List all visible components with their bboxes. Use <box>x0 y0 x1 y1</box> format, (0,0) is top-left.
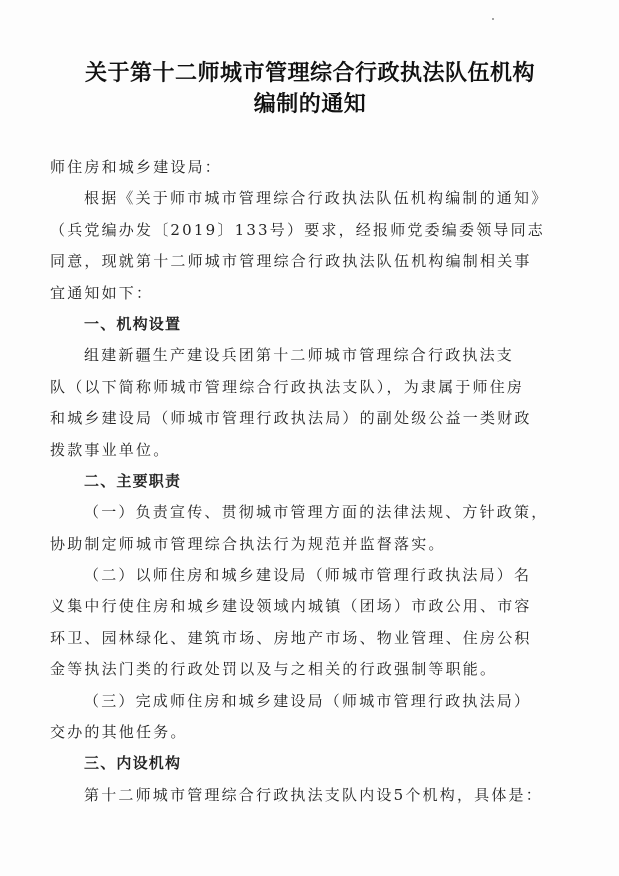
body-line: 组建新疆生产建设兵团第十二师城市管理综合行政执法支 <box>84 346 515 365</box>
document-title <box>40 58 580 120</box>
section-heading: 一、机构设置 <box>84 314 182 333</box>
section-heading: 三、内设机构 <box>84 754 182 773</box>
body-line: （二）以师住房和城乡建设局（师城市管理行政执法局）名 <box>84 566 532 585</box>
title-line-1: 关于第十二师城市管理综合行政执法队伍机构 <box>84 60 535 86</box>
body-line: 根据《关于师市城市管理综合行政执法队伍机构编制的通知》 <box>84 189 549 208</box>
title-line-2: 编制的通知 <box>253 91 367 117</box>
body-line: 拨款事业单位。 <box>50 440 171 459</box>
body-line: 宜通知如下： <box>50 283 154 302</box>
section-heading: 二、主要职责 <box>84 471 182 490</box>
body-line: 同意，现就第十二师城市管理综合行政执法队伍机构编制相关事 <box>50 252 532 271</box>
scan-speck <box>492 18 494 20</box>
body-line: 和城乡建设局（师城市管理行政执法局）的副处级公益一类财政 <box>50 409 532 428</box>
body-line: （一）负责宣传、贯彻城市管理方面的法律法规、方针政策， <box>84 503 549 522</box>
body-line: 师住房和城乡建设局： <box>50 158 223 176</box>
body-line: 第十二师城市管理综合行政执法支队内设5个机构，具体是： <box>84 785 543 804</box>
body-line: 协助制定师城市管理综合执法行为规范并监督落实。 <box>50 534 446 553</box>
body-line: （三）完成师住房和城乡建设局（师城市管理行政执法局） <box>84 691 532 710</box>
body-line: 金等执法门类的行政处罚以及与之相关的行政强制等职能。 <box>50 660 498 679</box>
document-body <box>50 152 572 811</box>
body-line: 队（以下简称师城市管理综合行政执法支队），为隶属于师住房 <box>50 377 525 396</box>
body-line: （兵党编办发〔2019〕133号）要求，经报师党委编委领导同志 <box>50 220 546 239</box>
body-line: 环卫、园林绿化、建筑市场、房地产市场、物业管理、住房公积 <box>50 628 532 647</box>
body-line: 交办的其他任务。 <box>50 723 188 742</box>
body-line: 义集中行使住房和城乡建设领域内城镇（团场）市政公用、市容 <box>50 597 532 616</box>
